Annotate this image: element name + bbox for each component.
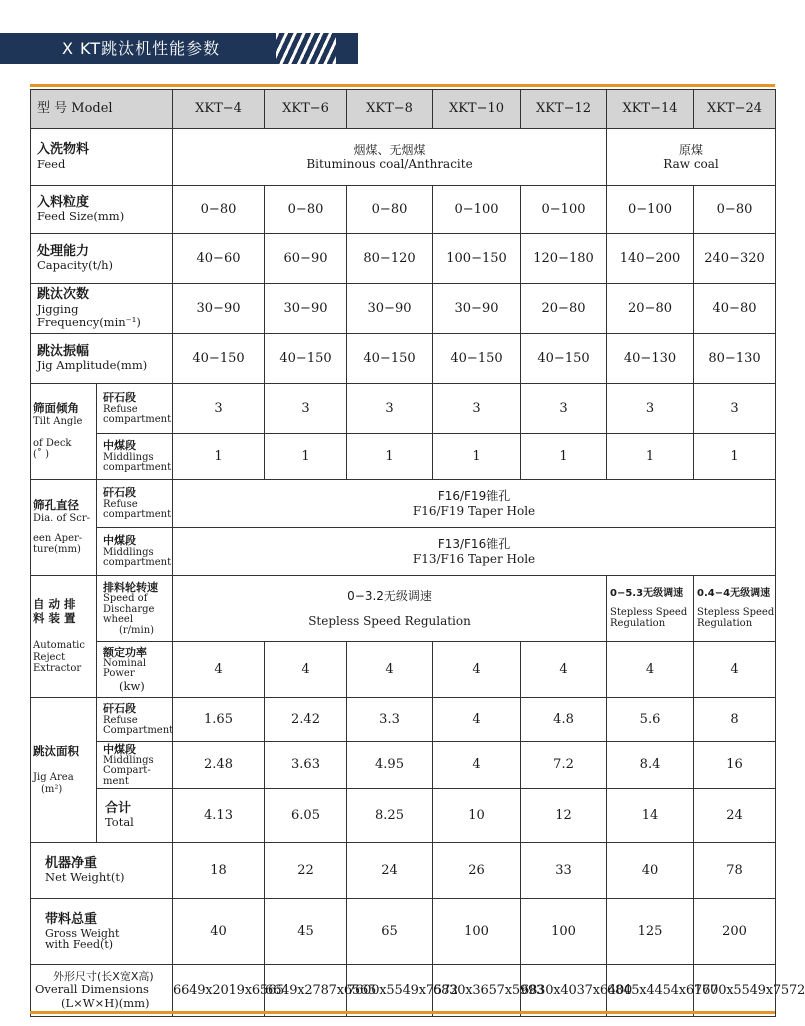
extractor-speed-b-en1: Stepless Speed <box>610 607 688 618</box>
capacity-label <box>31 234 173 284</box>
gross-weight-value: 125 <box>607 899 694 965</box>
dimensions-en2: (L×W×H)(mm) <box>61 996 150 1011</box>
gross-weight-row <box>31 899 776 965</box>
area-middlings-value: 3.63 <box>265 742 347 789</box>
feed-size-value: 0−80 <box>265 186 347 234</box>
extractor-power-label <box>97 642 173 698</box>
area-middlings-zh: 中煤段 <box>103 742 136 756</box>
capacity-value: 240−320 <box>694 234 776 284</box>
jig-amplitude-value: 40−150 <box>347 334 433 384</box>
net-weight-value: 18 <box>173 843 265 899</box>
extractor-speed-c <box>694 576 776 642</box>
spec-table <box>30 89 805 1017</box>
tilt-refuse-en1: Refuse <box>103 403 138 415</box>
jig-amplitude-value: 40−150 <box>433 334 521 384</box>
jig-amplitude-zh: 跳汰振幅 <box>37 343 90 359</box>
area-middlings-en1: Middlings Compart- <box>103 754 154 777</box>
jig-frequency-label <box>31 284 173 334</box>
extractor-speed-c-zh: 0.4−4无级调速 <box>697 588 771 599</box>
tilt-refuse-value: 3 <box>607 384 694 434</box>
jig-area-en1: Jig Area <box>33 772 74 784</box>
tilt-middlings-value: 1 <box>347 434 433 480</box>
stripe-decoration <box>276 33 336 64</box>
capacity-value: 80−120 <box>347 234 433 284</box>
dimensions-value: 7600x5549x7572 <box>694 965 776 1017</box>
net-weight-value: 24 <box>347 843 433 899</box>
gross-weight-value: 65 <box>347 899 433 965</box>
model-label-text: 型 号 Model <box>37 101 113 117</box>
feed-group-2 <box>607 129 776 186</box>
jig-area-en2: (m²) <box>41 783 63 795</box>
net-weight-value: 26 <box>433 843 521 899</box>
jig-amplitude-value: 40−150 <box>521 334 607 384</box>
tilt-refuse-value: 3 <box>173 384 265 434</box>
area-total-value: 14 <box>607 789 694 843</box>
model-header: XKT−24 <box>694 90 776 129</box>
area-refuse-zh: 矸石段 <box>103 702 136 716</box>
dimensions-value: 7600x5549x7572 <box>347 965 433 1017</box>
jig-amplitude-value: 40−150 <box>173 334 265 384</box>
capacity-value: 60−90 <box>265 234 347 284</box>
feed-size-en: Feed Size(mm) <box>37 209 125 224</box>
extractor-en2: Reject <box>33 651 66 663</box>
feed-group-2-zh: 原煤 <box>679 142 704 157</box>
area-total-label <box>97 789 173 843</box>
dimensions-value: 6845x4454x6177 <box>607 965 694 1017</box>
net-weight-row <box>31 843 776 899</box>
jig-frequency-en: Jigging Frequency(min⁻¹) <box>37 301 141 330</box>
area-total-en: Total <box>105 815 134 830</box>
jig-frequency-value: 20−80 <box>521 284 607 334</box>
feed-size-value: 0−100 <box>433 186 521 234</box>
area-refuse-value: 4 <box>433 698 521 742</box>
feed-group-1-zh: 烟煤、无烟煤 <box>353 142 426 157</box>
tilt-refuse-zh: 矸石段 <box>103 391 136 405</box>
extractor-power-row <box>31 642 776 698</box>
aperture-middlings-value <box>173 528 776 576</box>
area-total-value: 10 <box>433 789 521 843</box>
capacity-zh: 处理能力 <box>37 243 90 259</box>
area-refuse-label <box>97 698 173 742</box>
area-refuse-en1: Refuse <box>103 714 138 726</box>
capacity-row <box>31 234 776 284</box>
tilt-middlings-value: 1 <box>694 434 776 480</box>
aperture-refuse-zh: 矸石段 <box>103 486 136 500</box>
jig-frequency-value: 30−90 <box>173 284 265 334</box>
aperture-en2: een Aper- <box>33 532 83 544</box>
extractor-speed-c-en2: Regulation <box>697 617 753 629</box>
model-label <box>31 90 173 129</box>
jig-frequency-value: 40−80 <box>694 284 776 334</box>
feed-size-value: 0−80 <box>694 186 776 234</box>
tilt-refuse-value: 3 <box>433 384 521 434</box>
tilt-middlings-en1: Middlings <box>103 451 154 463</box>
net-weight-en: Net Weight(t) <box>45 870 125 885</box>
page-title: X KT跳汰机性能参数 <box>62 39 221 58</box>
jig-amplitude-value: 80−130 <box>694 334 776 384</box>
extractor-power-unit: (kw) <box>119 678 145 693</box>
extractor-speed-row <box>31 576 776 642</box>
tilt-middlings-value: 1 <box>521 434 607 480</box>
area-refuse-value: 5.6 <box>607 698 694 742</box>
aperture-middlings-zh: 中煤段 <box>103 534 136 548</box>
area-middlings-value: 16 <box>694 742 776 789</box>
area-refuse-value: 3.3 <box>347 698 433 742</box>
gross-weight-value: 200 <box>694 899 776 965</box>
extractor-speed-zh: 排料轮转速 <box>103 580 158 594</box>
feed-size-value: 0−100 <box>521 186 607 234</box>
dimensions-value: 6649x2787x6565 <box>265 965 347 1017</box>
aperture-middlings-label <box>97 528 173 576</box>
dimensions-value: 6830x4037x6400 <box>521 965 607 1017</box>
tilt-refuse-label <box>97 384 173 434</box>
extractor-power-value: 4 <box>607 642 694 698</box>
dimensions-zh: 外形尺寸(长X宽X高) <box>53 970 154 984</box>
extractor-speed-en1: Speed of <box>103 593 148 605</box>
tilt-angle-zh: 筛面倾角 <box>33 401 79 416</box>
extractor-speed-label <box>97 576 173 642</box>
area-middlings-value: 7.2 <box>521 742 607 789</box>
extractor-speed-en2: Discharge wheel <box>103 603 155 626</box>
gross-weight-value: 40 <box>173 899 265 965</box>
tilt-angle-label <box>31 384 97 480</box>
aperture-middlings-value-zh: F13/F16锥孔 <box>437 537 511 552</box>
aperture-refuse-value <box>173 480 776 528</box>
tilt-middlings-value: 1 <box>433 434 521 480</box>
tilt-angle-unit: (˚ ) <box>33 449 49 461</box>
extractor-speed-b-zh: 0−5.3无级调速 <box>610 588 684 599</box>
jig-frequency-value: 30−90 <box>347 284 433 334</box>
capacity-value: 120−180 <box>521 234 607 284</box>
dimensions-value: 6830x3657x5993 <box>433 965 521 1017</box>
feed-group-2-en: Raw coal <box>663 157 719 171</box>
aperture-refuse-en2: compartment <box>103 509 172 521</box>
gross-weight-zh: 带料总重 <box>45 912 98 928</box>
area-refuse-value: 8 <box>694 698 776 742</box>
header-row <box>31 90 776 129</box>
extractor-power-value: 4 <box>347 642 433 698</box>
net-weight-label <box>31 843 173 899</box>
net-weight-value: 40 <box>607 843 694 899</box>
area-middlings-label <box>97 742 173 789</box>
extractor-en1: Automatic <box>33 640 85 652</box>
model-header: XKT−6 <box>265 90 347 129</box>
dimensions-value: 6649x2019x6565 <box>173 965 265 1017</box>
tilt-middlings-value: 1 <box>265 434 347 480</box>
feed-group-1 <box>173 129 607 186</box>
capacity-value: 40−60 <box>173 234 265 284</box>
area-refuse-row <box>31 698 776 742</box>
area-middlings-value: 4 <box>433 742 521 789</box>
jig-amplitude-en: Jig Amplitude(mm) <box>37 358 148 373</box>
gross-weight-value: 100 <box>521 899 607 965</box>
area-total-value: 4.13 <box>173 789 265 843</box>
net-weight-value: 78 <box>694 843 776 899</box>
tilt-refuse-value: 3 <box>694 384 776 434</box>
tilt-refuse-value: 3 <box>521 384 607 434</box>
tilt-refuse-row <box>31 384 776 434</box>
area-middlings-value: 8.4 <box>607 742 694 789</box>
aperture-label <box>31 480 97 576</box>
capacity-en: Capacity(t/h) <box>37 258 113 273</box>
dimensions-label <box>31 965 173 1017</box>
tilt-refuse-value: 3 <box>265 384 347 434</box>
aperture-refuse-en1: Refuse <box>103 498 138 510</box>
jig-area-label <box>31 698 97 843</box>
feed-row <box>31 129 776 186</box>
gross-weight-en2: with Feed(t) <box>45 938 114 952</box>
tilt-middlings-en2: compartment <box>103 462 172 474</box>
tilt-angle-en1: Tilt Angle <box>33 416 83 428</box>
jig-amplitude-label <box>31 334 173 384</box>
tilt-middlings-row <box>31 434 776 480</box>
feed-size-value: 0−100 <box>607 186 694 234</box>
bottom-divider <box>30 1011 775 1014</box>
area-refuse-en2: Compartment <box>103 725 174 737</box>
aperture-middlings-row <box>31 528 776 576</box>
jig-frequency-zh: 跳汰次数 <box>37 286 90 302</box>
aperture-middlings-value-en: F13/F16 Taper Hole <box>412 551 536 566</box>
area-total-row <box>31 789 776 843</box>
area-total-value: 6.05 <box>265 789 347 843</box>
model-header: XKT−14 <box>607 90 694 129</box>
aperture-middlings-en2: compartment <box>103 557 172 569</box>
extractor-speed-c-en1: Stepless Speed <box>697 607 775 618</box>
area-refuse-value: 2.42 <box>265 698 347 742</box>
gross-weight-label <box>31 899 173 965</box>
area-refuse-value: 1.65 <box>173 698 265 742</box>
extractor-power-en: Nominal Power <box>103 657 147 680</box>
aperture-refuse-value-en: F16/F19 Taper Hole <box>412 503 536 518</box>
extractor-power-value: 4 <box>521 642 607 698</box>
net-weight-value: 22 <box>265 843 347 899</box>
feed-group-1-en: Bituminous coal/Anthracite <box>306 157 473 171</box>
area-total-zh: 合计 <box>105 800 132 816</box>
aperture-middlings-en1: Middlings <box>103 546 154 558</box>
feed-size-zh: 入料粒度 <box>37 194 90 210</box>
extractor-power-zh: 额定功率 <box>103 645 147 659</box>
extractor-power-value: 4 <box>694 642 776 698</box>
area-middlings-value: 2.48 <box>173 742 265 789</box>
area-middlings-row <box>31 742 776 789</box>
capacity-value: 140−200 <box>607 234 694 284</box>
gross-weight-en1: Gross Weight <box>45 926 120 940</box>
tilt-angle-en2: of Deck <box>33 437 72 449</box>
net-weight-zh: 机器净重 <box>45 855 98 871</box>
tilt-middlings-value: 1 <box>607 434 694 480</box>
extractor-zh1: 自 动 排 <box>33 597 76 612</box>
area-total-value: 12 <box>521 789 607 843</box>
extractor-label <box>31 576 97 698</box>
model-header: XKT−10 <box>433 90 521 129</box>
extractor-speed-en3: (r/min) <box>119 624 155 636</box>
aperture-refuse-label <box>97 480 173 528</box>
gross-weight-value: 45 <box>265 899 347 965</box>
jig-frequency-value: 30−90 <box>433 284 521 334</box>
jig-area-zh: 跳汰面积 <box>33 743 79 758</box>
area-refuse-value: 4.8 <box>521 698 607 742</box>
feed-size-label <box>31 186 173 234</box>
feed-label <box>31 129 173 186</box>
model-header: XKT−12 <box>521 90 607 129</box>
model-header: XKT−4 <box>173 90 265 129</box>
title-banner <box>0 33 358 64</box>
feed-size-value: 0−80 <box>347 186 433 234</box>
dimensions-en1: Overall Dimensions <box>35 982 149 997</box>
aperture-en1: Dia. of Scr- <box>33 513 91 525</box>
net-weight-value: 33 <box>521 843 607 899</box>
jig-frequency-value: 30−90 <box>265 284 347 334</box>
top-divider <box>30 84 775 87</box>
jig-frequency-row <box>31 284 776 334</box>
aperture-refuse-value-zh: F16/F19锥孔 <box>437 489 511 504</box>
tilt-middlings-zh: 中煤段 <box>103 439 136 453</box>
extractor-speed-a <box>173 576 607 642</box>
tilt-refuse-en2: compartment <box>103 414 172 426</box>
area-total-value: 8.25 <box>347 789 433 843</box>
jig-amplitude-row <box>31 334 776 384</box>
tilt-refuse-value: 3 <box>347 384 433 434</box>
tilt-middlings-value: 1 <box>173 434 265 480</box>
extractor-power-value: 4 <box>173 642 265 698</box>
feed-label-en: Feed <box>37 156 66 171</box>
area-middlings-value: 4.95 <box>347 742 433 789</box>
extractor-speed-a-en: Stepless Speed Regulation <box>308 613 471 628</box>
feed-size-row <box>31 186 776 234</box>
tilt-middlings-label <box>97 434 173 480</box>
jig-frequency-value: 20−80 <box>607 284 694 334</box>
jig-amplitude-value: 40−150 <box>265 334 347 384</box>
area-total-value: 24 <box>694 789 776 843</box>
aperture-zh: 筛孔直径 <box>33 498 79 513</box>
extractor-power-value: 4 <box>433 642 521 698</box>
extractor-speed-a-zh: 0−3.2无级调速 <box>347 589 432 604</box>
extractor-speed-b <box>607 576 694 642</box>
extractor-zh2: 料 装 置 <box>33 611 76 626</box>
extractor-en3: Extractor <box>33 663 82 675</box>
feed-size-value: 0−80 <box>173 186 265 234</box>
model-header: XKT−8 <box>347 90 433 129</box>
dimensions-row <box>31 965 776 1017</box>
aperture-refuse-row <box>31 480 776 528</box>
extractor-power-value: 4 <box>265 642 347 698</box>
gross-weight-value: 100 <box>433 899 521 965</box>
aperture-en3: ture(mm) <box>33 544 81 556</box>
jig-amplitude-value: 40−130 <box>607 334 694 384</box>
extractor-speed-b-en2: Regulation <box>610 617 666 629</box>
area-middlings-en2: ment <box>103 775 129 787</box>
capacity-value: 100−150 <box>433 234 521 284</box>
feed-label-zh: 入洗物料 <box>37 142 90 158</box>
